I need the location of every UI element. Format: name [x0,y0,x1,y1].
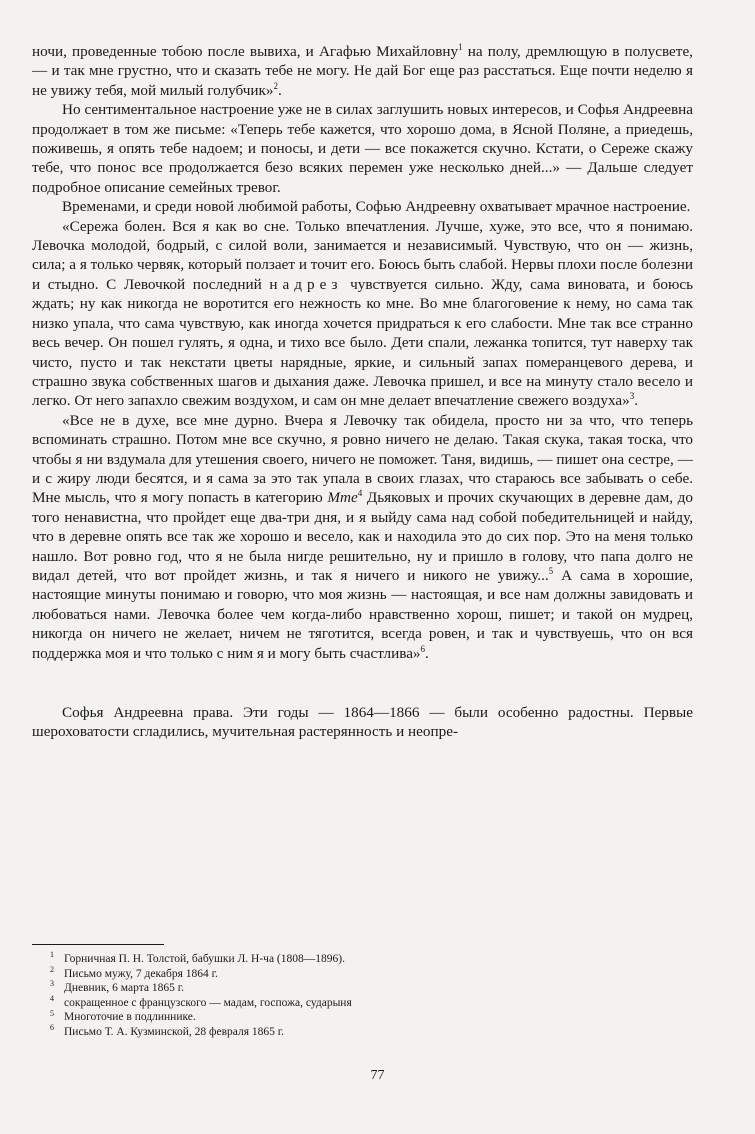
footnote-text: Горничная П. Н. Толстой, бабушки Л. Н-ча (1808—1896). [64,953,345,965]
paragraph-4-text-b: чувствуется сильно. Жду, сама виновата, и боюсь ждать; ну как никогда не воротится его нежность ко мне. Во мне благоговение к нему, но сама так низко упала, что сама чувствую, как иногда хочется придраться к его слабости. Мне так все странно весь вечер. Он пошел гулять, я одна, и тихо все было. Дети спали, лежанка топится, тут наверху так чисто, пусто и так некстати цветы нарядные, яркие, и сильный запах померанцевого дерева, и страшно звука собственных шагов и дыхания даже. Левочка пришел, и все на минуту стало весело и легко. От него запахло свежим воздухом, и сам он мне делает впечатление свежего воздуха» [32,275,693,410]
italic-term: Mme [327,489,358,507]
footnote-3: 3 Дневник, 6 марта 1865 г. [50,979,185,995]
paragraph-1-text-b: на полу, дремлющую в полусвете, — и так мне грустно, что и сказать тебе не могу. Не дай Бог еще раз расстаться. Еще почти неделю я не увижу тебя, мой милый голубчик» [32,43,693,99]
footnote-ref-4[interactable]: 4 [357,488,363,499]
paragraph-4 [32,217,693,411]
paragraph-4-text-a: «Сережа болен. Вся я как во сне. Только впечатления. Лучше, хуже, это все, что я понимаю. Левочка молодой, бодрый, с силой воли, занимается и независимый. Чувствую, что он — жизнь, сила; а я только червяк, который ползает и точит его. Боюсь быть слабой. Нервы плохи после болезни и стыдно. С Левочкой последний [32,217,693,293]
paragraph-2: Но сентиментальное настроение уже не в силах заглушить новых интересов, и Софья Андреевна продолжает в том же письме: «Теперь тебе кажется, что хорошо дома, в Ясной Поляне, а приедешь, поживешь, я опять тебе надоем; и поносы, и дети — все покажется скучно. Кстати, о Сереже скажу тебе, что понос все продолжается безо всяких перемен уже несколько дней...» — Дальше следует подробное описание семейных тревог. [32,101,693,196]
paragraph-5 [32,411,693,663]
footnotes [50,952,710,1040]
footnote-ref-3[interactable]: 3 [629,391,635,402]
footnote-ref-2[interactable]: 2 [273,80,278,91]
footnote-text: Дневник, 6 марта 1865 г. [64,982,185,995]
paragraph-5-text-a: «Все не в духе, все мне дурно. Вчера я Левочку так обидела, просто ни за что, что теперь вспоминать страшно. Потом мне все скучно, я ровно ничего не делаю. Такая скука, такая тоска, что чтобы я ни вздумала для утешения своего, ничего не поможет. Таня, видишь, — пишет она сестре, — и с жиру люди бесятся, и я сама за это так упала в своих глазах, что стараюсь все забывать о себе. Мне мысль, что я могу попасть в категорию [32,411,693,507]
footnote-2: 2 Письмо мужу, 7 декабря 1864 г. [50,964,218,980]
footnote-1: 1 Горничная П. Н. Толстой, бабушки Л. Н-ча (1808—1896). [50,950,345,965]
paragraph-6: Софья Андреевна права. Эти годы — 1864—1866 — были особенно радостны. Первые шероховатости сгладились, мучительная растерянность и неопре- [32,704,693,741]
footnote-ref-6[interactable]: 6 [420,643,426,654]
footnote-ref-1[interactable]: 1 [458,41,463,52]
paragraph-5-text-d: . [425,644,429,662]
main-text [32,42,693,742]
footnote-ref-5[interactable]: 5 [548,565,554,576]
paragraph-5-text-b: Дьяковых и прочих скучающих в деревне дам, до того ненавистна, что пройдет еще два-три дня, и я выйду сама над собой победительницей и найду, что в деревне опять все так же хорошо и весело, как и находила это до сих пор. Это на меня только нашло. Вот ровно год, что я не была нигде решительно, ну и пришло в голову, что папа долго не видал детей, что вот пройдет жизнь, и так я ничего и никого не увижу... [32,489,693,584]
paragraph-1-text-c: . [277,81,282,99]
paragraph-5-text-c: А сама в хорошие, настоящие минуты понимаю и говорю, что моя жизнь — настоящая, и все нам должны завидовать и любоваться нами. Левочка более чем когда-либо нравственно хорош, пишет; и такой он мудрец, никогда он ничего не желает, ничем не тяготится, всегда ровен, и так и чувствуешь, что он вся поддержка моя и что только с ним я и могу быть счастлива» [32,566,693,662]
footnote-6: 6 Письмо Т. А. Кузминской, 28 февраля 1865 г. [50,1023,285,1038]
footnote-5: 5 Многоточие в подлиннике. [50,1008,196,1024]
paragraph-1 [32,42,693,100]
paragraph-4-text-c: . [634,392,638,410]
footnote-text: сокращенное с французского — мадам, госпожа, сударыня [64,996,352,1009]
footnote-text: Письмо Т. А. Кузминской, 28 февраля 1865 г. [64,1025,285,1038]
footnote-4: 4 сокращенное с французского — мадам, госпожа, сударыня [50,993,352,1009]
paragraph-1-text-a: ночи, проведенные тобою после вывиха, и Агафью Михайловну [32,43,459,60]
footnote-divider [32,944,164,945]
footnote-text: Многоточие в подлиннике. [64,1011,196,1024]
paragraph-3: Временами, и среди новой любимой работы, Софью Андреевну охватывает мрачное настроение. [62,198,691,216]
emphasized-word: надрез [269,275,343,293]
section-gap [32,663,693,703]
footnote-text: Письмо мужу, 7 декабря 1864 г. [64,967,218,980]
page-number: 77 [370,1068,385,1083]
